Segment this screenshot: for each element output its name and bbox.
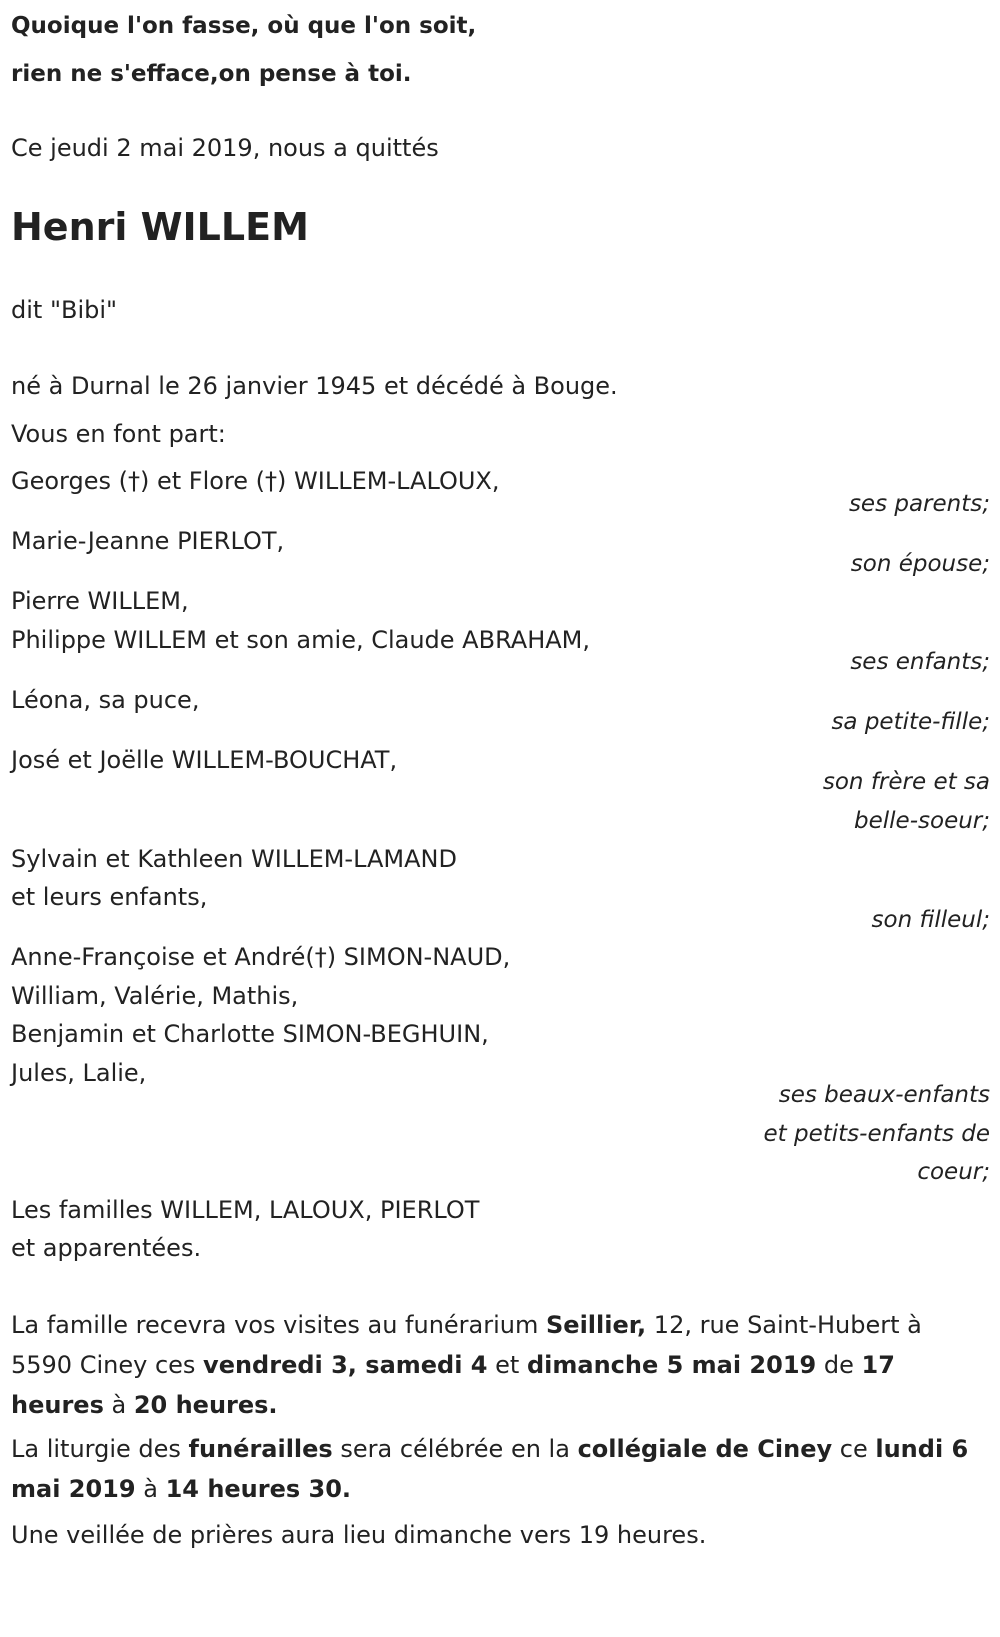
family-line: Jules, Lalie,: [11, 1059, 147, 1087]
quote-line-2: rien ne s'efface,on pense à toi.: [11, 61, 412, 87]
funeral-bold: collégiale de Ciney: [577, 1435, 833, 1463]
funeral-text: La liturgie des: [11, 1435, 189, 1463]
funeral-text: ce: [832, 1435, 876, 1463]
visits-text: 12, rue Saint-Hubert à 5590 Ciney ces: [11, 1311, 922, 1379]
funeral-bold: funérailles: [188, 1435, 333, 1463]
announcers-heading: Vous en font part:: [11, 420, 226, 448]
family-line: et apparentées.: [11, 1234, 202, 1262]
vigil-text: Une veillée de prières aura lieu dimanche vers 19 heures.: [11, 1521, 707, 1549]
family-line: Georges (†) et Flore (†) WILLEM-LALOUX,: [11, 467, 500, 495]
intro-text: Ce jeudi 2 mai 2019, nous a quittés: [11, 134, 439, 162]
visits-bold: dimanche 5 mai 2019: [526, 1351, 817, 1379]
family-role: et petits-enfants de: [763, 1121, 990, 1147]
family-line: Pierre WILLEM,: [11, 587, 189, 615]
family-role: coeur;: [917, 1159, 990, 1185]
visits-bold: Seillier,: [546, 1311, 647, 1339]
family-role: son épouse;: [850, 551, 990, 577]
funeral-paragraph: [11, 1429, 986, 1509]
quote-line-1: Quoique l'on fasse, où que l'on soit,: [11, 13, 477, 39]
visits-bold: 20 heures.: [133, 1391, 278, 1419]
family-role: son frère et sa: [822, 769, 990, 795]
visits-paragraph: [11, 1305, 986, 1425]
family-role: sa petite-fille;: [831, 709, 990, 735]
family-line: Marie-Jeanne PIERLOT,: [11, 527, 285, 555]
family-role: belle-soeur;: [854, 808, 990, 834]
family-line: Benjamin et Charlotte SIMON-BEGHUIN,: [11, 1020, 489, 1048]
family-role: ses enfants;: [850, 649, 990, 675]
funeral-text: à: [135, 1475, 166, 1503]
funeral-bold: lundi 6 mai 2019: [11, 1435, 969, 1503]
family-line: José et Joëlle WILLEM-BOUCHAT,: [11, 746, 398, 774]
family-line: et leurs enfants,: [11, 883, 208, 911]
birth-death: né à Durnal le 26 janvier 1945 et décédé à Bouge.: [11, 372, 618, 400]
family-line: William, Valérie, Mathis,: [11, 982, 299, 1010]
family-line: Anne-Françoise et André(†) SIMON-NAUD,: [11, 943, 511, 971]
visits-text: La famille recevra vos visites au funérarium: [11, 1311, 546, 1339]
family-role: ses beaux-enfants: [778, 1082, 990, 1108]
family-role: ses parents;: [848, 491, 990, 517]
nickname: dit "Bibi": [11, 296, 118, 324]
funeral-text: sera célébrée en la: [332, 1435, 578, 1463]
visits-text: de: [816, 1351, 862, 1379]
visits-text: et: [487, 1351, 527, 1379]
deceased-name: Henri WILLEM: [11, 205, 309, 249]
funeral-bold: 14 heures 30.: [165, 1475, 352, 1503]
family-line: Léona, sa puce,: [11, 686, 200, 714]
family-line: Philippe WILLEM et son amie, Claude ABRAHAM,: [11, 626, 590, 654]
family-line: Sylvain et Kathleen WILLEM-LAMAND: [11, 845, 457, 873]
visits-text: à: [103, 1391, 134, 1419]
family-role: son filleul;: [871, 907, 990, 933]
family-line: Les familles WILLEM, LALOUX, PIERLOT: [11, 1196, 480, 1224]
obituary-page: [11, 0, 990, 1637]
visits-bold: 17 heures: [11, 1351, 895, 1419]
visits-bold: vendredi 3, samedi 4: [203, 1351, 488, 1379]
